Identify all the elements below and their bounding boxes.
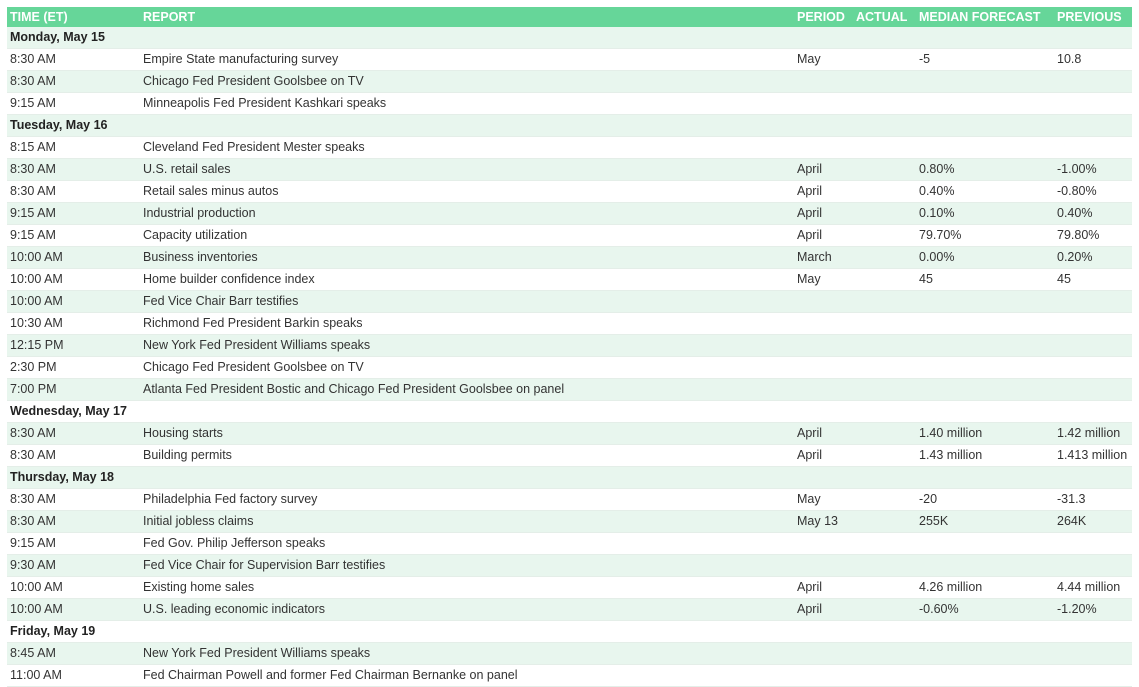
cell-actual bbox=[853, 269, 916, 291]
cell-time: 9:15 AM bbox=[10, 228, 56, 242]
table-row bbox=[7, 445, 1132, 467]
cell-period bbox=[794, 379, 853, 401]
header-time: TIME (ET) bbox=[7, 7, 140, 27]
cell-previous bbox=[1054, 335, 1132, 357]
cell-time: 8:30 AM bbox=[10, 448, 56, 462]
cell-actual bbox=[853, 49, 916, 71]
cell-report: Cleveland Fed President Mester speaks bbox=[143, 140, 365, 154]
cell-actual bbox=[853, 533, 916, 555]
cell-previous: 79.80% bbox=[1057, 228, 1100, 242]
cell-actual bbox=[853, 665, 916, 687]
cell-median bbox=[916, 643, 1054, 665]
cell-time: 10:00 AM bbox=[10, 580, 63, 594]
cell-median bbox=[916, 291, 1054, 313]
cell-previous: -1.20% bbox=[1057, 602, 1097, 616]
cell-actual bbox=[853, 643, 916, 665]
cell-actual bbox=[853, 225, 916, 247]
cell-actual bbox=[853, 181, 916, 203]
cell-previous bbox=[1054, 291, 1132, 313]
table-row bbox=[7, 555, 1132, 577]
cell-report: Industrial production bbox=[143, 206, 256, 220]
cell-actual bbox=[853, 203, 916, 225]
cell-time: 7:00 PM bbox=[10, 382, 57, 396]
cell-period bbox=[794, 335, 853, 357]
cell-time: 8:45 AM bbox=[10, 646, 56, 660]
cell-report: New York Fed President Williams speaks bbox=[143, 338, 371, 352]
cell-time: 9:30 AM bbox=[10, 558, 56, 572]
cell-actual bbox=[853, 423, 916, 445]
day-label: Thursday, May 18 bbox=[10, 470, 114, 484]
day-label: Friday, May 19 bbox=[10, 624, 96, 638]
cell-actual bbox=[853, 489, 916, 511]
cell-previous bbox=[1054, 137, 1132, 159]
cell-median bbox=[916, 379, 1054, 401]
table-row bbox=[7, 489, 1132, 511]
cell-previous bbox=[1054, 643, 1132, 665]
cell-period: April bbox=[797, 426, 823, 440]
cell-actual bbox=[853, 71, 916, 93]
cell-period: May bbox=[797, 492, 821, 506]
cell-median: -0.60% bbox=[919, 602, 959, 616]
cell-actual bbox=[853, 335, 916, 357]
cell-median: 0.00% bbox=[919, 250, 955, 264]
day-label: Wednesday, May 17 bbox=[10, 404, 127, 418]
table-row bbox=[7, 49, 1132, 71]
table-row bbox=[7, 577, 1132, 599]
cell-time: 8:30 AM bbox=[10, 492, 56, 506]
cell-actual bbox=[853, 379, 916, 401]
cell-period bbox=[794, 357, 853, 379]
cell-time: 9:15 AM bbox=[10, 536, 56, 550]
economic-calendar-table bbox=[7, 7, 1132, 687]
cell-previous bbox=[1054, 71, 1132, 93]
cell-median: 255K bbox=[919, 514, 949, 528]
cell-median bbox=[916, 71, 1054, 93]
cell-time: 8:30 AM bbox=[10, 52, 56, 66]
table-row bbox=[7, 225, 1132, 247]
cell-median: -5 bbox=[919, 52, 931, 66]
cell-period: May bbox=[797, 272, 821, 286]
day-header-row bbox=[7, 115, 1132, 137]
day-header-row bbox=[7, 27, 1132, 49]
cell-report: Chicago Fed President Goolsbee on TV bbox=[143, 360, 364, 374]
cell-time: 10:00 AM bbox=[10, 272, 63, 286]
table-row bbox=[7, 181, 1132, 203]
cell-actual bbox=[853, 93, 916, 115]
cell-time: 8:30 AM bbox=[10, 184, 56, 198]
cell-time: 8:30 AM bbox=[10, 514, 56, 528]
cell-period bbox=[794, 71, 853, 93]
cell-period bbox=[794, 93, 853, 115]
cell-median bbox=[916, 665, 1054, 687]
table-row bbox=[7, 533, 1132, 555]
header-row bbox=[7, 7, 1132, 27]
cell-time: 10:00 AM bbox=[10, 602, 63, 616]
day-header-row bbox=[7, 621, 1132, 643]
cell-report: U.S. retail sales bbox=[143, 162, 231, 176]
cell-report: Housing starts bbox=[143, 426, 223, 440]
cell-median bbox=[916, 313, 1054, 335]
cell-period: April bbox=[797, 184, 823, 198]
cell-median bbox=[916, 533, 1054, 555]
cell-time: 10:30 AM bbox=[10, 316, 63, 330]
cell-report: Fed Chairman Powell and former Fed Chairman Bernanke on panel bbox=[143, 668, 518, 682]
cell-actual bbox=[853, 511, 916, 533]
cell-period bbox=[794, 533, 853, 555]
cell-report: Fed Gov. Philip Jefferson speaks bbox=[143, 536, 326, 550]
header-period: PERIOD bbox=[794, 7, 853, 27]
cell-previous: -1.00% bbox=[1057, 162, 1097, 176]
cell-previous bbox=[1054, 93, 1132, 115]
table-row bbox=[7, 71, 1132, 93]
table-row bbox=[7, 643, 1132, 665]
header-actual: ACTUAL bbox=[853, 7, 916, 27]
cell-report: New York Fed President Williams speaks bbox=[143, 646, 371, 660]
cell-period bbox=[794, 313, 853, 335]
cell-previous: 0.20% bbox=[1057, 250, 1093, 264]
cell-median: 0.10% bbox=[919, 206, 955, 220]
day-header-row bbox=[7, 467, 1132, 489]
cell-time: 8:30 AM bbox=[10, 74, 56, 88]
table-row bbox=[7, 203, 1132, 225]
cell-time: 2:30 PM bbox=[10, 360, 57, 374]
cell-period: May 13 bbox=[797, 514, 838, 528]
cell-report: Home builder confidence index bbox=[143, 272, 315, 286]
day-label: Tuesday, May 16 bbox=[10, 118, 108, 132]
cell-period: April bbox=[797, 162, 823, 176]
cell-median: 0.80% bbox=[919, 162, 955, 176]
cell-report: Minneapolis Fed President Kashkari speaks bbox=[143, 96, 387, 110]
cell-previous: 45 bbox=[1057, 272, 1071, 286]
table-header bbox=[7, 7, 1132, 27]
cell-time: 8:30 AM bbox=[10, 426, 56, 440]
cell-period bbox=[794, 291, 853, 313]
table-row bbox=[7, 357, 1132, 379]
cell-previous: 0.40% bbox=[1057, 206, 1093, 220]
table-row bbox=[7, 335, 1132, 357]
cell-actual bbox=[853, 247, 916, 269]
cell-time: 11:00 AM bbox=[10, 668, 62, 682]
day-header-row bbox=[7, 401, 1132, 423]
cell-previous bbox=[1054, 379, 1132, 401]
cell-previous: 10.8 bbox=[1057, 52, 1082, 66]
cell-report: Building permits bbox=[143, 448, 232, 462]
cell-previous: 4.44 million bbox=[1057, 580, 1121, 594]
cell-previous: -31.3 bbox=[1057, 492, 1086, 506]
header-median-forecast: MEDIAN FORECAST bbox=[916, 7, 1054, 27]
cell-median: 1.43 million bbox=[919, 448, 983, 462]
cell-period: April bbox=[797, 448, 823, 462]
cell-period: April bbox=[797, 228, 823, 242]
cell-actual bbox=[853, 313, 916, 335]
cell-previous bbox=[1054, 555, 1132, 577]
table-row bbox=[7, 665, 1132, 687]
cell-median bbox=[916, 335, 1054, 357]
table-row bbox=[7, 247, 1132, 269]
cell-time: 9:15 AM bbox=[10, 206, 56, 220]
cell-period: April bbox=[797, 206, 823, 220]
cell-actual bbox=[853, 159, 916, 181]
cell-report: Atlanta Fed President Bostic and Chicago Fed President Goolsbee on panel bbox=[143, 382, 565, 396]
cell-report: Richmond Fed President Barkin speaks bbox=[143, 316, 363, 330]
cell-period: April bbox=[797, 602, 823, 616]
day-label: Monday, May 15 bbox=[10, 30, 105, 44]
table-row bbox=[7, 511, 1132, 533]
cell-median bbox=[916, 137, 1054, 159]
cell-period: March bbox=[797, 250, 832, 264]
table-body bbox=[7, 27, 1132, 687]
cell-report: Chicago Fed President Goolsbee on TV bbox=[143, 74, 364, 88]
cell-median: 45 bbox=[919, 272, 933, 286]
cell-report: Capacity utilization bbox=[143, 228, 248, 242]
cell-report: Fed Vice Chair Barr testifies bbox=[143, 294, 299, 308]
cell-median bbox=[916, 93, 1054, 115]
cell-period bbox=[794, 555, 853, 577]
cell-previous bbox=[1054, 533, 1132, 555]
cell-period: April bbox=[797, 580, 823, 594]
table-row bbox=[7, 423, 1132, 445]
cell-previous: 264K bbox=[1057, 514, 1087, 528]
cell-time: 12:15 PM bbox=[10, 338, 64, 352]
cell-period bbox=[794, 643, 853, 665]
cell-actual bbox=[853, 445, 916, 467]
header-previous: PREVIOUS bbox=[1054, 7, 1132, 27]
cell-time: 9:15 AM bbox=[10, 96, 56, 110]
cell-period bbox=[794, 137, 853, 159]
cell-time: 10:00 AM bbox=[10, 250, 63, 264]
cell-actual bbox=[853, 577, 916, 599]
cell-median: -20 bbox=[919, 492, 938, 506]
cell-median: 0.40% bbox=[919, 184, 955, 198]
cell-median bbox=[916, 555, 1054, 577]
cell-median: 1.40 million bbox=[919, 426, 983, 440]
table-row bbox=[7, 313, 1132, 335]
cell-median bbox=[916, 357, 1054, 379]
table-row bbox=[7, 159, 1132, 181]
header-report: REPORT bbox=[140, 7, 794, 27]
cell-time: 8:30 AM bbox=[10, 162, 56, 176]
cell-report: Business inventories bbox=[143, 250, 258, 264]
cell-actual bbox=[853, 357, 916, 379]
table-row bbox=[7, 269, 1132, 291]
cell-report: Fed Vice Chair for Supervision Barr testifies bbox=[143, 558, 386, 572]
cell-actual bbox=[853, 599, 916, 621]
cell-time: 10:00 AM bbox=[10, 294, 63, 308]
table-row bbox=[7, 599, 1132, 621]
cell-previous bbox=[1054, 313, 1132, 335]
cell-actual bbox=[853, 137, 916, 159]
table-row bbox=[7, 93, 1132, 115]
table-row bbox=[7, 137, 1132, 159]
cell-actual bbox=[853, 291, 916, 313]
cell-previous bbox=[1054, 665, 1132, 687]
cell-median: 79.70% bbox=[919, 228, 962, 242]
cell-median: 4.26 million bbox=[919, 580, 983, 594]
cell-actual bbox=[853, 555, 916, 577]
table-row bbox=[7, 379, 1132, 401]
cell-report: Empire State manufacturing survey bbox=[143, 52, 339, 66]
cell-previous: -0.80% bbox=[1057, 184, 1097, 198]
cell-report: Existing home sales bbox=[143, 580, 255, 594]
cell-report: Initial jobless claims bbox=[143, 514, 254, 528]
cell-report: U.S. leading economic indicators bbox=[143, 602, 326, 616]
cell-report: Retail sales minus autos bbox=[143, 184, 279, 198]
cell-previous: 1.42 million bbox=[1057, 426, 1121, 440]
cell-previous: 1.413 million bbox=[1057, 448, 1128, 462]
table-row bbox=[7, 291, 1132, 313]
cell-period: May bbox=[797, 52, 821, 66]
cell-period bbox=[794, 665, 853, 687]
cell-previous bbox=[1054, 357, 1132, 379]
cell-report: Philadelphia Fed factory survey bbox=[143, 492, 318, 506]
cell-time: 8:15 AM bbox=[10, 140, 56, 154]
